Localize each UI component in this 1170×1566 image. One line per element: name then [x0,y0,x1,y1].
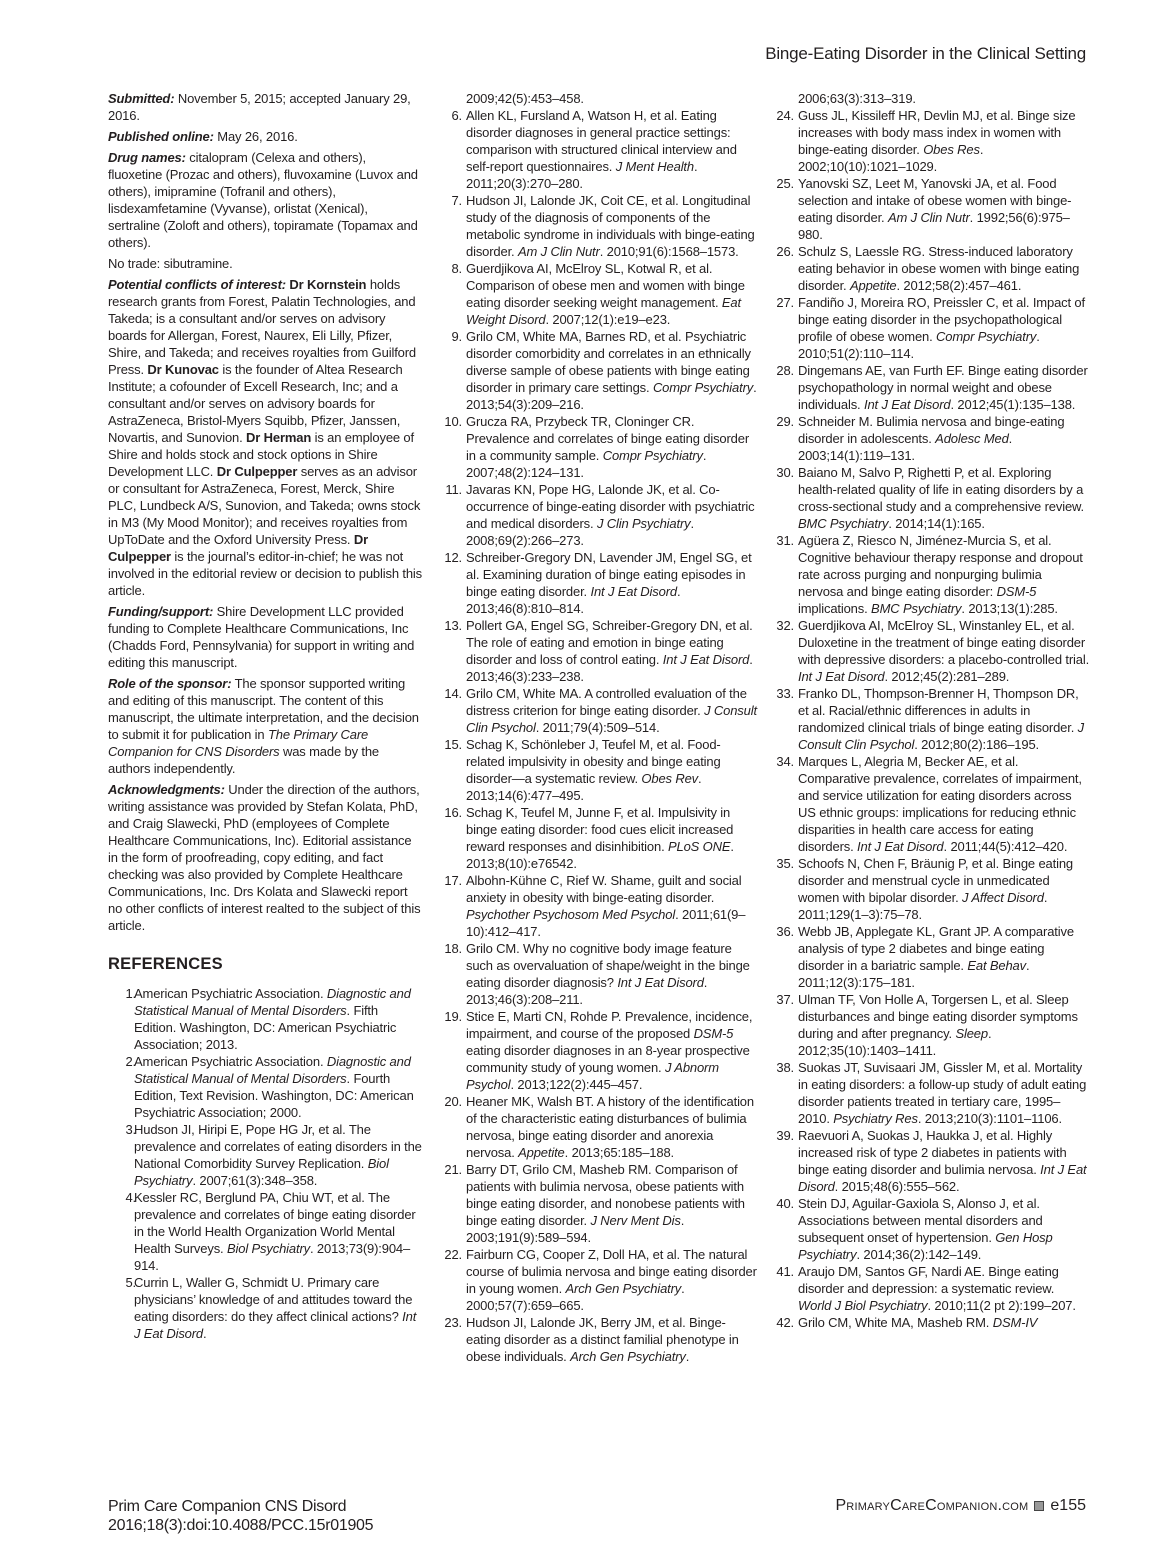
journal-title: DSM-5 [693,1026,734,1041]
reference-text: Schulz S, Laessle RG. Stress-induced laboratory eating behavior in obese women with binge eating disorder. [798,244,1080,293]
paragraph-label: Acknowledgments: [108,782,225,797]
reference-text: . 2002;10(10):1021–1029. [798,142,984,174]
journal-title: Int J Eat Disord [798,1162,1087,1194]
journal-title: Psychother Psychosom Med Psychol [466,907,676,922]
reference-number: 21. [444,1162,462,1177]
reference-number: 26. [776,244,794,259]
reference-text: . 2008;69(2):266–273. [466,516,694,548]
reference-item [444,617,758,685]
reference-number: 41. [776,1264,794,1279]
paragraph-text: No trade: sibutramine. [108,256,233,271]
journal-title: Diagnostic and Statistical Manual of Mental Disorders [134,986,411,1018]
journal-title: PLoS ONE [668,839,731,854]
reference-text: Heaner MK, Walsh BT. A history of the identification of the characteristic eating disturbances of bulimia nervosa, binge eating disorder and anorexia nervosa. [466,1094,754,1160]
reference-number: 23. [444,1315,462,1330]
reference-text: . 2010;91(6):1568–1573. [599,244,739,259]
reference-text: . Fourth Edition, Text Revision. Washington, DC: American Psychiatric Association; 2000. [134,1071,414,1120]
site-link[interactable]: PrimaryCareCompanion.com [835,1497,1029,1514]
reference-number: 39. [776,1128,794,1143]
reference-item [776,294,1090,362]
journal-title: Compr Psychiatry [652,380,754,395]
journal-title: Biol Psychiatry [226,1241,310,1256]
journal-title: Int J Eat Disord [617,975,704,990]
reference-item [444,685,758,736]
reference-item [776,464,1090,532]
reference-item [444,260,758,328]
reference-text: Grilo CM, White MA, Barnes RD, et al. Psychiatric disorder comorbidity and correlates in an ethnically diverse sample of obese patients with binge eating disorder in primary care settings. [466,329,751,395]
reference-item [444,1161,758,1246]
reference-number: 27. [776,295,794,310]
journal-title: Biol Psychiatry [134,1156,389,1188]
journal-title: J Consult Clin Psychol [798,720,1085,752]
paragraph-text: holds research grants from Forest, Palatin Technologies, and Takeda; is a consultant and/or serves on advisory boards for Allergan, Forest, Naurex, Eli Lilly, Pfizer, Shire, and Takeda; and receives royalties from Guilford Press. [108,277,417,377]
reference-text: Guerdjikova AI, McElroy SL, Winstanley EL, et al. Duloxetine in the treatment of binge eating disorder with depressive disorders: a placebo-controlled trial. [798,618,1090,667]
reference-text: . 2011;79(4):509–514. [535,720,660,735]
reference-number: 11. [445,482,462,497]
reference-text: . 2012;80(2):186–195. [914,737,1040,752]
reference-item [776,1314,1090,1331]
reference-item [108,985,422,1053]
journal-title: World J Biol Psychiatry [798,1298,928,1313]
reference-text: Marques L, Alegria M, Becker AE, et al. Comparative prevalence, correlates of impairment, and service utilization for eating disorders across US ethnic groups: implications for reducing ethnic disparities in health care access for eating disorders. [798,754,1082,854]
reference-text: Yanovski SZ, Leet M, Yanovski JA, et al. Food selection and intake of obese women with binge-eating disorder. [798,176,1072,225]
reference-text: Currin L, Waller G, Schmidt U. Primary care physicians’ knowledge of and attitudes toward the eating disorders: do they affect clinical actions? [134,1275,413,1324]
reference-item [444,328,758,413]
reference-number: 29. [776,414,794,429]
paragraph-label: Funding/support: [108,604,214,619]
reference-list [108,985,422,1342]
reference-item [444,804,758,872]
emphasized-text: Dr Culpepper [216,464,298,479]
reference-item [444,192,758,260]
reference-text: Webb JB, Applegate KL, Grant JP. A comparative analysis of type 2 diabetes and binge eating disorder in a bariatric sample. [798,924,1074,973]
journal-title: Int J Eat Disord [134,1309,417,1341]
reference-text: Allen KL, Fursland A, Watson H, et al. Eating disorder diagnoses in general practice settings: comparison with structured clinical interview and self-report questionnaires. [466,108,737,174]
reference-number: 6. [451,108,462,123]
reference-text: . 2012;45(1):135–138. [950,397,1076,412]
reference-text: Grilo CM, White MA. A controlled evaluation of the distress criterion for binge eating disorder. [466,686,747,718]
reference-number: 42. [776,1315,794,1330]
reference-text: . 2012;35(10):1403–1411. [798,1026,992,1058]
paragraph-text: November 5, 2015; accepted January 29, 2016. [108,91,411,123]
reference-text: Grucza RA, Przybeck TR, Cloninger CR. Prevalence and correlates of binge eating disorder in a community sample. [466,414,750,463]
reference-text: . 2012;45(2):281–289. [884,669,1010,684]
reference-item [444,1246,758,1314]
reference-item [776,685,1090,753]
journal-title: J Consult Clin Psychol [466,703,757,735]
reference-number: 38. [776,1060,794,1075]
front-matter-paragraph [108,276,422,599]
reference-list [444,90,758,1365]
footer-citation [108,1497,373,1535]
journal-title: DSM-IV [992,1315,1038,1330]
reference-text: Araujo DM, Santos GF, Nardi AE. Binge eating disorder and depression: a systematic review. [798,1264,1059,1296]
reference-number: 31. [776,533,794,548]
reference-number: 13. [444,618,462,633]
reference-item [108,1121,422,1189]
journal-title: Psychiatry Res [833,1111,918,1126]
reference-item [444,872,758,940]
journal-title: Arch Gen Psychiatry [565,1281,682,1296]
reference-text: 2009;42(5):453–458. [466,91,584,106]
journal-title: Arch Gen Psychiatry [570,1349,686,1364]
reference-text: . 2014;36(2):142–149. [856,1247,982,1262]
reference-text: Barry DT, Grilo CM, Masheb RM. Comparison of patients with bulimia nervosa, obese patients with binge eating disorder, and nonobese patients with binge eating disorder. [466,1162,745,1228]
reference-text: Guss JL, Kissileff HR, Devlin MJ, et al. Binge size increases with body mass index in women with binge-eating disorder. [798,108,1076,157]
reference-text: . 2014;14(1):165. [888,516,985,531]
reference-text: . 2013;210(3):1101–1106. [917,1111,1062,1126]
reference-item [776,362,1090,413]
journal-title: J Clin Psychiatry [596,516,691,531]
front-matter-paragraph [108,675,422,777]
reference-number: 40. [776,1196,794,1211]
reference-text: . 2013;8(10):e76542. [466,839,734,871]
reference-text: . 2000;57(7):659–665. [466,1281,685,1313]
journal-title: Int J Eat Disord [798,669,885,684]
reference-number: 9. [451,329,462,344]
reference-number: 2. [125,1054,136,1069]
reference-text: . 2010;51(2):110–114. [798,329,1040,361]
reference-item [776,1059,1090,1127]
reference-item [776,413,1090,464]
reference-text: . Fifth Edition. Washington, DC: American Psychiatric Association; 2013. [134,1003,397,1052]
journal-title: Int J Eat Disord [863,397,951,412]
reference-text: Fairburn CG, Cooper Z, Doll HA, et al. The natural course of bulimia nervosa and binge eating disorder in young women. [466,1247,757,1296]
reference-text: Guerdjikova AI, McElroy SL, Kotwal R, et al. Comparison of obese men and women with binge eating disorder seeking weight management. [466,261,745,310]
reference-number: 8. [451,261,462,276]
journal-title: Gen Hosp Psychiatry [798,1230,1053,1262]
doi: 2016;18(3):doi:10.4088/PCC.15r01905 [108,1517,374,1534]
reference-text: . 2010;11(2 pt 2):199–207. [927,1298,1076,1313]
journal-title: Sleep [955,1026,988,1041]
reference-item [776,991,1090,1059]
reference-item [776,175,1090,243]
reference-text: Albohn-Kühne C, Rief W. Shame, guilt and social anxiety in obesity with binge-eating disorder. [466,873,742,905]
reference-list [776,90,1090,1331]
paragraph-text: Under the direction of the authors, writing assistance was provided by Stefan Kolata, PhD, and Craig Slawecki, PhD (employees of Complete Healthcare Communications, Inc). Editorial assistance in the form of proofreading, copy editing, and fact checking was also provided by Complete Healthcare Communications, Inc. Drs Kolata and Slawecki report no other conflicts of interest realted to the subject of this article. [108,782,421,933]
reference-item [444,413,758,481]
reference-text: Hudson JI, Lalonde JK, Coit CE, et al. Longitudinal study of the diagnosis of components of the metabolic syndrome in individuals with binge-eating disorder. [466,193,755,259]
emphasized-text: Dr Herman [246,430,312,445]
reference-number: 7. [451,193,462,208]
reference-number: 20. [444,1094,462,1109]
emphasized-text: Dr Kunovac [147,362,219,377]
journal-title: Obes Res [923,142,980,157]
front-matter-paragraph [108,255,422,272]
journal-title: J Affect Disord [962,890,1044,905]
reference-number: 24. [776,108,794,123]
reference-number: 33. [776,686,794,701]
paragraph-text: serves as an advisor or consultant for AstraZeneca, Forest, Merck, Shire PLC, Lundbeck A/S, Sunovion, and Takeda; owns stock in M3 (My Mood Monitor); and receives royalties from UpToDate and the Oxford University Press. [108,464,421,547]
paragraph-label: Published online: [108,129,214,144]
reference-text: . 1992;56(6):975–980. [798,210,1070,242]
reference-number: 34. [776,754,794,769]
reference-text: . [203,1326,207,1341]
journal-title: BMC Psychiatry [798,516,889,531]
reference-number: 30. [776,465,794,480]
reference-item [776,532,1090,617]
journal-title: Adolesc Med [935,431,1009,446]
reference-item [108,1274,422,1342]
reference-number: 22. [444,1247,462,1262]
paragraph-text: The sponsor supported writing and editing of this manuscript. The content of this manuscript, the ultimate interpretation, and the decision to submit it for publication in [108,676,419,742]
journal-title: J Ment Health [615,159,694,174]
paragraph-text: May 26, 2016. [213,129,298,144]
reference-text: . 2013;46(3):208–211. [466,975,708,1007]
reference-text: . 2013;14(6):477–495. [466,771,702,803]
reference-text: Kessler RC, Berglund PA, Chiu WT, et al. The prevalence and correlates of binge eating disorder in the World Health Organization World Mental Health Surveys. [134,1190,416,1256]
reference-item [776,923,1090,991]
front-matter-paragraph [108,90,422,124]
reference-text: Schag K, Schönleber J, Teufel M, et al. Food-related impulsivity in obesity and binge eating disorder—a systematic review. [466,737,721,786]
paragraph-label: Submitted: [108,91,175,106]
reference-item [108,1053,422,1121]
reference-text: . 2013;122(2):445–457. [510,1077,643,1092]
reference-text: Raevuori A, Suokas J, Haukka J, et al. Highly increased risk of type 2 diabetes in patients with binge eating disorder and bulimia nervosa. [798,1128,1067,1177]
reference-item [776,617,1090,685]
front-matter-paragraph [108,781,422,934]
reference-text: Ulman TF, Von Holle A, Torgersen L, et al. Sleep disturbances and binge eating disorder symptoms during and after pregnancy. [798,992,1078,1041]
journal-title: Eat Behav [967,958,1026,973]
reference-item [444,549,758,617]
reference-item [776,107,1090,175]
reference-number: 1. [125,986,136,1001]
reference-item [444,940,758,1008]
reference-text: American Psychiatric Association. [134,1054,327,1069]
reference-number: 36. [776,924,794,939]
reference-number: 15. [444,737,462,752]
journal-title: J Nerv Ment Dis [590,1213,681,1228]
journal-title: Obes Rev [641,771,699,786]
column-1 [108,90,422,1342]
reference-text: Baiano M, Salvo P, Righetti P, et al. Exploring health-related quality of life in eating disorders by a cross-sectional study and a comprehensive review. [798,465,1085,514]
journal-title: J Abnorm Psychol [466,1060,719,1092]
front-matter-paragraph [108,603,422,671]
reference-text: eating disorder diagnoses in an 8-year prospective community study of young women. [466,1043,750,1075]
article-front-matter [108,90,422,934]
footer-right [835,1497,1086,1515]
reference-item [444,736,758,804]
reference-number: 17. [444,873,462,888]
column-2 [444,90,758,1365]
journal-title: Compr Psychiatry [936,329,1037,344]
reference-number: 4. [125,1190,136,1205]
journal-title: Compr Psychiatry [602,448,703,463]
reference-text: . 2012;58(2):457–461. [896,278,1022,293]
paragraph-text: was made by the authors independently. [108,744,380,776]
reference-number: 16. [444,805,462,820]
paragraph-text: is the founder of Altea Research Institute; a cofounder of Excell Research, Inc; and a consultant and/or serves on advisory boards for AstraZeneca, Bristol-Myers Squibb, Pfizer, Janssen, Novartis, and Sunovion. [108,362,403,445]
reference-text: . 2003;191(9):589–594. [466,1213,685,1245]
reference-text: . 2011;12(3):175–181. [798,958,1030,990]
reference-text: Suokas JT, Suvisaari JM, Gissler M, et al. Mortality in eating disorders: a follow-up study of adult eating disorder patients treated in tertiary care, 1995–2010. [798,1060,1087,1126]
reference-number: 28. [776,363,794,378]
reference-text: 2006;63(3):313–319. [798,91,916,106]
journal-title: Am J Clin Nutr [887,210,970,225]
reference-text: . 2011;20(3):270–280. [466,159,698,191]
reference-number: 25. [776,176,794,191]
paragraph-text: citalopram (Celexa and others), fluoxetine (Prozac and others), fluvoxamine (Luvox and others), imipramine (Tofranil and others), lisdexamfetamine (Vyvanse), orlistat (Xenical), sertraline (Zoloft and others), topiramate (Topamax and others). [108,150,418,250]
reference-text: Schag K, Teufel M, Junne F, et al. Impulsivity in binge eating disorder: food cues elicit increased reward responses and disinhibition. [466,805,734,854]
reference-text: . 2013;65:185–188. [564,1145,674,1160]
reference-text: . 2011;129(1–3):75–78. [798,890,1048,922]
paragraph-label: Potential conflicts of interest: [108,277,286,292]
references-heading: REFERENCES [108,955,223,973]
reference-text: Schneider M. Bulimia nervosa and binge-eating disorder in adolescents. [798,414,1065,446]
journal-name: Prim Care Companion CNS Disord [108,1498,347,1515]
reference-item [444,1093,758,1161]
reference-item [444,1008,758,1093]
reference-item [444,90,758,107]
reference-text: Agüera Z, Riesco N, Jiménez-Murcia S, et al. Cognitive behaviour therapy response and dropout rate across purging and nonpurging bulimia nervosa and binge eating disorder: [798,533,1083,599]
reference-text: Schoofs N, Chen F, Bräunig P, et al. Binge eating disorder and menstrual cycle in unmedicated women with bipolar disorder. [798,856,1073,905]
reference-item [776,855,1090,923]
reference-number: 35. [776,856,794,871]
reference-text: . 2007;48(2):124–131. [466,448,707,480]
journal-title: Appetite [518,1145,565,1160]
reference-text: . 2013;73(9):904–914. [134,1241,411,1273]
running-title: Binge-Eating Disorder in the Clinical Setting [765,44,1086,63]
reference-item [444,481,758,549]
page-number: e155 [1050,1497,1086,1514]
reference-item [444,1314,758,1365]
reference-text: . [685,1349,690,1364]
reference-text: Hudson JI, Hiripi E, Pope HG Jr, et al. The prevalence and correlates of eating disorders in the National Comorbidity Survey Replication. [134,1122,422,1171]
reference-number: 12. [444,550,462,565]
paragraph-label: Role of the sponsor: [108,676,232,691]
square-bullet-icon [1034,1501,1044,1511]
reference-text: . 2003;14(1):119–131. [798,431,1013,463]
reference-item [776,243,1090,294]
reference-text: Pollert GA, Engel SG, Schreiber-Gregory DN, et al. The role of eating and emotion in binge eating disorder and loss of control eating. [466,618,753,667]
reference-item [776,1127,1090,1195]
reference-number: 18. [444,941,462,956]
reference-text: Fandiño J, Moreira RO, Preissler C, et al. Impact of binge eating disorder in the psychopathological profile of obese women. [798,295,1085,344]
reference-text: . 2007;61(3):348–358. [192,1173,318,1188]
reference-item [776,1195,1090,1263]
reference-text: . 2007;12(1):e19–e23. [545,312,671,327]
reference-text: Stein DJ, Aguilar-Gaxiola S, Alonso J, et al. Associations between mental disorders and subsequent onset of hypertension. [798,1196,1043,1245]
emphasized-text: Dr Culpepper [108,532,369,564]
reference-text: implications. [798,601,872,616]
paragraph-label: Drug names: [108,150,186,165]
emphasized-text: The Primary Care Companion for CNS Disorders [108,727,369,759]
journal-title: BMC Psychiatry [871,601,962,616]
reference-text: Stice E, Marti CN, Rohde P. Prevalence, incidence, impairment, and course of the proposed [466,1009,753,1041]
reference-text: . 2011;61(9–10):412–417. [466,907,746,939]
reference-text: American Psychiatric Association. [134,986,327,1001]
journal-title: Diagnostic and Statistical Manual of Mental Disorders [134,1054,411,1086]
reference-text: . 2013;46(8):810–814. [466,584,681,616]
reference-text: . 2015;48(6):555–562. [834,1179,960,1194]
paragraph-text: Shire Development LLC provided funding to Complete Healthcare Communications, Inc (Chadds Ford, Pennsylvania) for support in writing and editing this manuscript. [108,604,415,670]
emphasized-text: Dr Kornstein [289,277,367,292]
reference-text: . 2013;13(1):285. [961,601,1058,616]
reference-text: Javaras KN, Pope HG, Lalonde JK, et al. Co-occurrence of binge-eating disorder with psychiatric and medical disorders. [466,482,755,531]
journal-title: Eat Weight Disord [466,295,741,327]
journal-title: Appetite [849,278,897,293]
reference-number: 32. [776,618,794,633]
reference-number: 5. [125,1275,136,1290]
paragraph-text: is an employee of Shire and holds stock and stock options in Shire Development LLC. [108,430,414,479]
journal-title: DSM-5 [996,584,1037,599]
reference-text: . 2011;44(5):412–420. [943,839,1068,854]
journal-title: Int J Eat Disord [662,652,750,667]
reference-number: 14. [444,686,462,701]
journal-title: Int J Eat Disord [857,839,944,854]
reference-text: Dingemans AE, van Furth EF. Binge eating disorder psychopathology in normal weight and obese individuals. [798,363,1088,412]
reference-text: Grilo CM. Why no cognitive body image feature such as overvaluation of shape/weight in the binge eating disorder diagnosis? [466,941,750,990]
reference-number: 10. [444,414,462,429]
reference-item [444,107,758,192]
front-matter-paragraph [108,149,422,251]
reference-text: Schreiber-Gregory DN, Lavender JM, Engel SG, et al. Examining duration of binge eating episodes in binge eating disorder. [466,550,752,599]
column-3 [776,90,1090,1331]
journal-title: Am J Clin Nutr [517,244,600,259]
reference-item [776,753,1090,855]
paragraph-text: is the journal’s editor-in-chief; he was not involved in the editorial review or decision to publish this article. [108,549,423,598]
reference-text: Franko DL, Thompson-Brenner H, Thompson DR, et al. Racial/ethnic differences in adults in randomized clinical trials of binge eating disorder. [798,686,1079,735]
reference-text: Hudson JI, Lalonde JK, Berry JM, et al. Binge-eating disorder as a distinct familial phenotype in obese individuals. [466,1315,739,1364]
reference-number: 19. [444,1009,462,1024]
reference-item [776,90,1090,107]
front-matter-paragraph [108,128,422,145]
journal-title: Int J Eat Disord [590,584,677,599]
reference-item [776,1263,1090,1314]
reference-number: 3. [125,1122,136,1137]
reference-number: 37. [776,992,794,1007]
reference-text: . 2013;54(3):209–216. [466,380,757,412]
reference-text: . 2013;46(3):233–238. [466,652,753,684]
reference-item [108,1189,422,1274]
reference-text: Grilo CM, White MA, Masheb RM. [798,1315,993,1330]
